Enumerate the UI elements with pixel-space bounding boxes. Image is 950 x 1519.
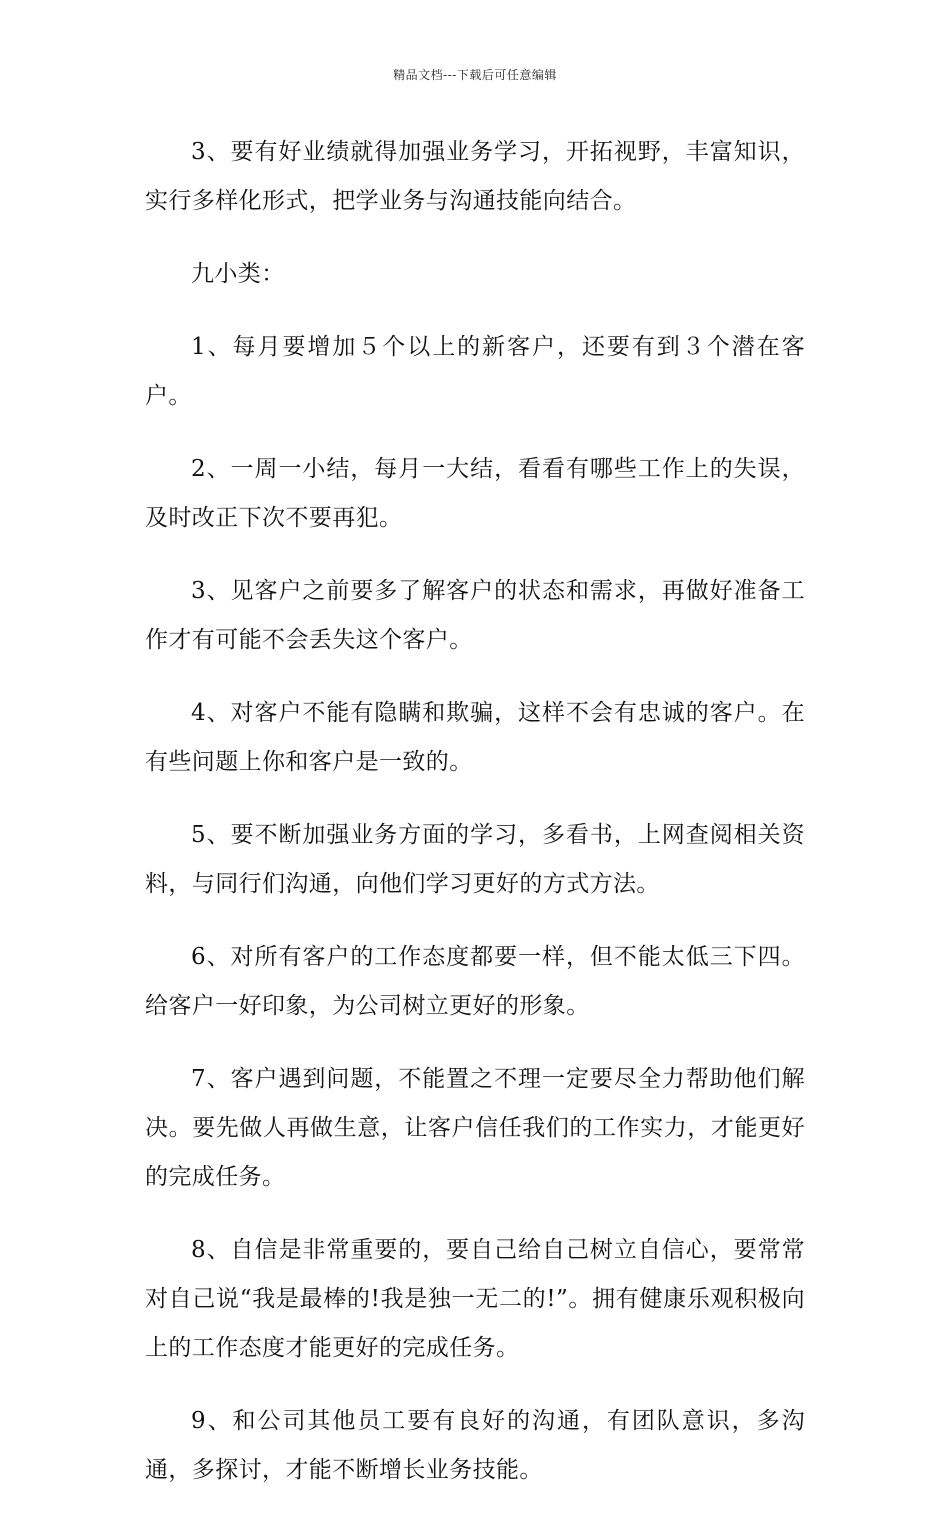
section-heading-nine-categories: 九小类： [191, 261, 285, 287]
page-header: 精品文档---下载后可任意编辑 [393, 68, 557, 82]
paragraph-9-teamwork: 9、和公司其他员工要有良好的沟通，有团队意识，多沟通，多探讨，才能不断增长业务技能。 [145, 1408, 805, 1483]
paragraph-4-honesty: 4、对客户不能有隐瞒和欺骗，这样不会有忠诚的客户。在有些问题上你和客户是一致的。 [145, 700, 805, 775]
paragraph-6-attitude: 6、对所有客户的工作态度都要一样，但不能太低三下四。给客户一好印象，为公司树立更好的形象。 [145, 944, 805, 1019]
paragraph-3-study: 3、要有好业绩就得加强业务学习，开拓视野，丰富知识，实行多样化形式，把学业务与沟通技能向结合。 [145, 139, 805, 214]
paragraph-7-help: 7、客户遇到问题，不能置之不理一定要尽全力帮助他们解决。要先做人再做生意，让客户信任我们的工作实力，才能更好的完成任务。 [145, 1066, 805, 1190]
paragraph-5-learning: 5、要不断加强业务方面的学习，多看书，上网查阅相关资料，与同行们沟通，向他们学习更好的方式方法。 [145, 822, 805, 897]
paragraph-1-new-clients: 1、每月要增加５个以上的新客户，还要有到３个潜在客户。 [145, 334, 805, 409]
paragraph-8-confidence: 8、自信是非常重要的，要自己给自己树立自信心，要常常对自己说“我是最棒的!我是独一无二的!”。拥有健康乐观积极向上的工作态度才能更好的完成任务。 [145, 1237, 805, 1361]
document-body [145, 128, 805, 1519]
paragraph-3-prepare: 3、见客户之前要多了解客户的状态和需求，再做好准备工作才有可能不会丢失这个客户。 [145, 578, 805, 653]
paragraph-2-summary: 2、一周一小结，每月一大结，看看有哪些工作上的失误，及时改正下次不要再犯。 [145, 456, 805, 531]
